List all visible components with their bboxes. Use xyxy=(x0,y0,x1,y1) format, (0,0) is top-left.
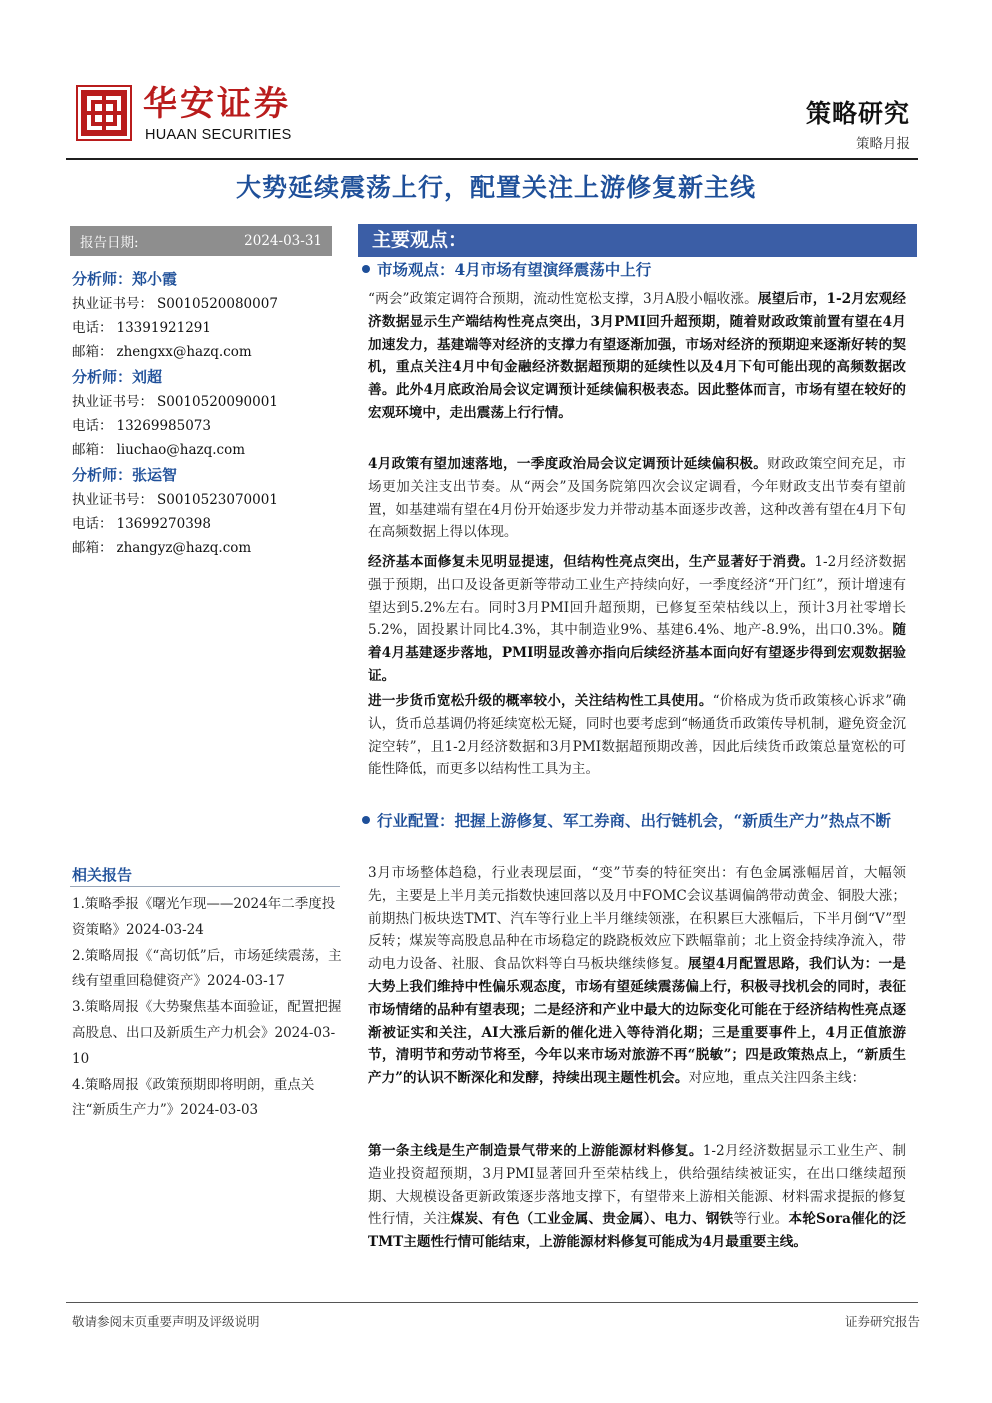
analyst-name: 分析师：刘超 xyxy=(72,368,163,386)
analyst-email: 邮箱： zhengxx@hazq.com xyxy=(72,344,252,360)
analyst-name: 分析师：张运智 xyxy=(72,466,178,484)
related-report-item[interactable]: 4.策略周报《政策预期即将明朗，重点关注“新质生产力”》2024-03-03 xyxy=(72,1076,315,1119)
huaan-logo-icon xyxy=(76,85,132,141)
analyst-block-2 xyxy=(72,364,342,462)
analyst-email: 邮箱： zhangyz@hazq.com xyxy=(72,540,252,556)
paragraph-monetary: 进一步货币宽松升级的概率较小，关注结构性工具使用。“价格成为货币政策核心诉求”确认，货币总基调仍将延续宽松无疑，同时也要考虑到“畅通货币政策传导机制，避免资金沉淀空转”，且1-2月经济数据和3月PMI数据超预期改善，因此后续货币政策总量宽松的可能性降低，而更多以结构性工具为主。 xyxy=(368,693,906,778)
paragraph-main-line-1: 第一条主线是生产制造景气带来的上游能源材料修复。1-2月经济数据显示工业生产、制造业投资超预期，3月PMI显著回升至荣枯线上，供给强结续被证实，在出口继续超预期、大规模设备更新政策逐步落地支撑下，有望带来上游相关能源、材料需求提振的修复性行情，关注煤炭、有色（工业金属、贵金属）、电力、钢铁等行业。本轮Sora催化的泛TMT主题性行情可能结束，上游能源材料修复可能成为4月最重要主线。 xyxy=(368,1143,907,1251)
footer-report-type: 证券研究报告 xyxy=(844,1314,920,1329)
analyst-phone: 电话： 13699270398 xyxy=(72,516,211,532)
analyst-phone: 电话： 13391921291 xyxy=(72,320,211,336)
paragraph-policy: 4月政策有望加速落地，一季度政治局会议定调预计延续偏积极。财政政策空间充足，市场更加关注支出节奏。从“两会”及国务院第四次会议定调看，今年财政支出节奏有望前置，如基建端有望在4月份开始逐步发力并带动基本面逐步改善，这种改善有望在4月下旬在高频数据上得以体现。 xyxy=(368,456,906,541)
related-report-item[interactable]: 3.策略周报《大势聚焦基本面验证，配置把握高股息、出口及新质生产力机会》2024-03-10 xyxy=(72,999,342,1067)
section-market-view: 市场观点：4月市场有望演绎震荡中上行 xyxy=(362,259,651,281)
report-date-bar xyxy=(70,226,332,256)
related-report-item[interactable]: 2.策略周报《“高切低”后，市场延续震荡，主线有望重回稳健资产》2024-03-17 xyxy=(72,947,342,990)
report-type: 策略研究 xyxy=(805,99,910,128)
brand-name-cn: 华安证券 xyxy=(143,84,291,124)
analyst-email: 邮箱： liuchao@hazq.com xyxy=(72,442,246,458)
header-divider xyxy=(66,158,918,160)
related-reports-list xyxy=(72,892,344,1124)
report-title: 大势延续震荡上行，配置关注上游修复新主线 xyxy=(235,173,756,202)
brand-name-en: HUAAN SECURITIES xyxy=(145,127,292,143)
bullet-icon xyxy=(362,265,370,273)
analyst-cert: 执业证书号： S0010520080007 xyxy=(72,296,278,312)
analyst-cert: 执业证书号： S0010523070001 xyxy=(72,492,278,508)
paragraph-economy: 经济基本面修复未见明显提速，但结构性亮点突出，生产显著好于消费。1-2月经济数据强于预期，出口及设备更新等带动工业生产持续向好，一季度经济“开门红”，预计增速有望达到5.2%左右。同时3月PMI回升超预期，已修复至荣枯线以上，预计3月社零增长5.2%，固投累计同比4.3%，其中制造业9%、基建6.4%、地产-8.9%，出口0.3%。随着4月基建逐步落地，PMI明显改善亦指向后续经济基本面向好有望逐步得到宏观数据验证。 xyxy=(368,554,907,684)
footer-divider xyxy=(66,1302,918,1303)
related-reports-divider xyxy=(70,886,340,887)
analyst-cert: 执业证书号： S0010520090001 xyxy=(72,394,278,410)
footer-disclaimer: 敬请参阅末页重要声明及评级说明 xyxy=(72,1314,260,1329)
key-points-heading: 主要观点： xyxy=(358,224,917,257)
bullet-icon xyxy=(362,816,370,824)
report-date-value: 2024-03-31 xyxy=(244,233,322,249)
paragraph-industry-review: 3月市场整体趋稳，行业表现层面，“变”节奏的特征突出：有色金属涨幅居首，大幅领先，主要是上半月美元指数快速回落以及月中FOMC会议基调偏鸽带动黄金、铜股大涨；前期热门板块迭TMT、汽车等行业上半月继续领涨，在积累巨大涨幅后，下半月倒“V”型反转；煤炭等高股息品种在市场稳定的跷跷板效应下跌幅靠前；北上资金持续净流入，带动电力设备、社服、食品饮料等白马板块继续修复。展望4月配置思路，我们认为：一是大势上我们维持中性偏乐观态度，市场有望延续震荡偏上行，积极寻找机会的同时，表征市场情绪的品种有望表现；二是经济和产业中最大的边际变化可能在于经济结构性亮点逐渐被证实和关注，AI大涨后新的催化进入等待消化期；三是重要事件上，4月正值旅游节，清明节和劳动节将至，今年以来市场对旅游不再“脱敏”；四是政策热点上，“新质生产力”的认识不断深化和发酵，持续出现主题性机会。对应地，重点关注四条主线： xyxy=(368,865,906,1087)
analyst-phone: 电话： 13269985073 xyxy=(72,418,211,434)
analyst-block-1 xyxy=(72,266,342,364)
analyst-block-3 xyxy=(72,462,342,560)
analyst-name: 分析师：郑小霞 xyxy=(72,270,178,288)
report-date-label: 报告日期: xyxy=(80,235,139,251)
related-report-item[interactable]: 1.策略季报《曙光乍现——2024年二季度投资策略》2024-03-24 xyxy=(72,896,336,938)
paragraph-market-outlook: “两会”政策定调符合预期，流动性宽松支撑，3月A股小幅收涨。展望后市，1-2月宏观经济数据显示生产端结构性亮点突出，3月PMI回升超预期，随着财政政策前置有望在4月加速发力，基建端等对经济的支撑力有望逐渐加强，市场对经济的预期迎来逐渐好转的契机，重点关注4月中旬金融经济数据超预期的延续性以及4月下旬可能出现的高频数据改善。此外4月底政治局会议定调预计延续偏积极表态。因此整体而言，市场有望在较好的宏观环境中，走出震荡上行行情。 xyxy=(368,291,906,421)
report-subtype: 策略月报 xyxy=(856,136,910,152)
related-reports-title: 相关报告 xyxy=(72,866,133,884)
section-industry-allocation: 行业配置：把握上游修复、军工券商、出行链机会，“新质生产力”热点不断 xyxy=(362,810,910,832)
